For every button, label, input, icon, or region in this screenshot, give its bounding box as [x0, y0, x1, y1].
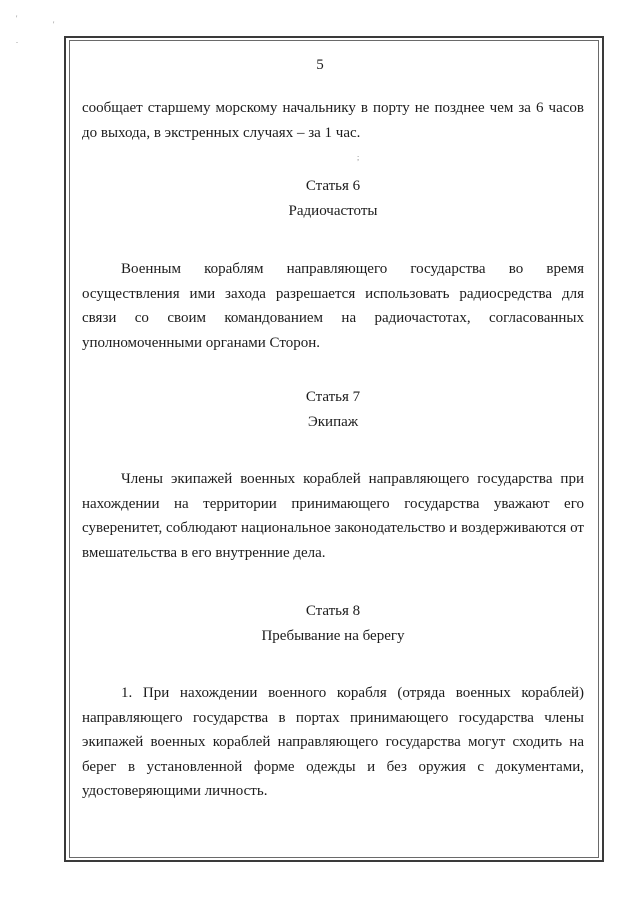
article-7-number: Статья 7	[305, 389, 361, 405]
scan-mark: '	[16, 14, 18, 23]
article-8-number: Статья 8	[305, 603, 361, 619]
scan-mark: '	[53, 20, 55, 29]
article-7-paragraph: Члены экипажей военных кораблей направляющего государства при нахождении на территории принимающего государства уважают его суверенитет, соблюдают национальное законодательство и воздерживаются от вмешательства в его внутренние дела.	[82, 471, 584, 561]
article-8-title: Пребывание на берегу	[261, 627, 405, 644]
article-6-paragraph: Военным кораблям направляющего государства во время осуществления ими захода разрешается использовать радиосредства для связи со своим командованием на радиочастотах, согласованных уполномоченными органами Сторон.	[82, 261, 584, 351]
article-6-title: Радиочастоты	[288, 202, 378, 219]
article-6-number: Статья 6	[305, 178, 361, 194]
article-8-paragraph: 1. При нахождении военного корабля (отряда военных кораблей) направляющего государства в портах принимающего государства члены экипажей военных кораблей направляющего государства могут сходить на берег в установленной форме одежды и без оружия с документами, удостоверяющими личность.	[82, 685, 584, 799]
document-body	[82, 96, 584, 804]
scan-mark: .	[16, 36, 18, 45]
intro-paragraph: сообщает старшему морскому начальнику в порту не позднее чем за 6 часов до выхода, в экстренных случаях – за 1 час.	[82, 100, 584, 141]
article-7-title: Экипаж	[307, 413, 359, 430]
scan-mark: ;	[357, 153, 360, 162]
page-number: 5	[316, 57, 324, 73]
